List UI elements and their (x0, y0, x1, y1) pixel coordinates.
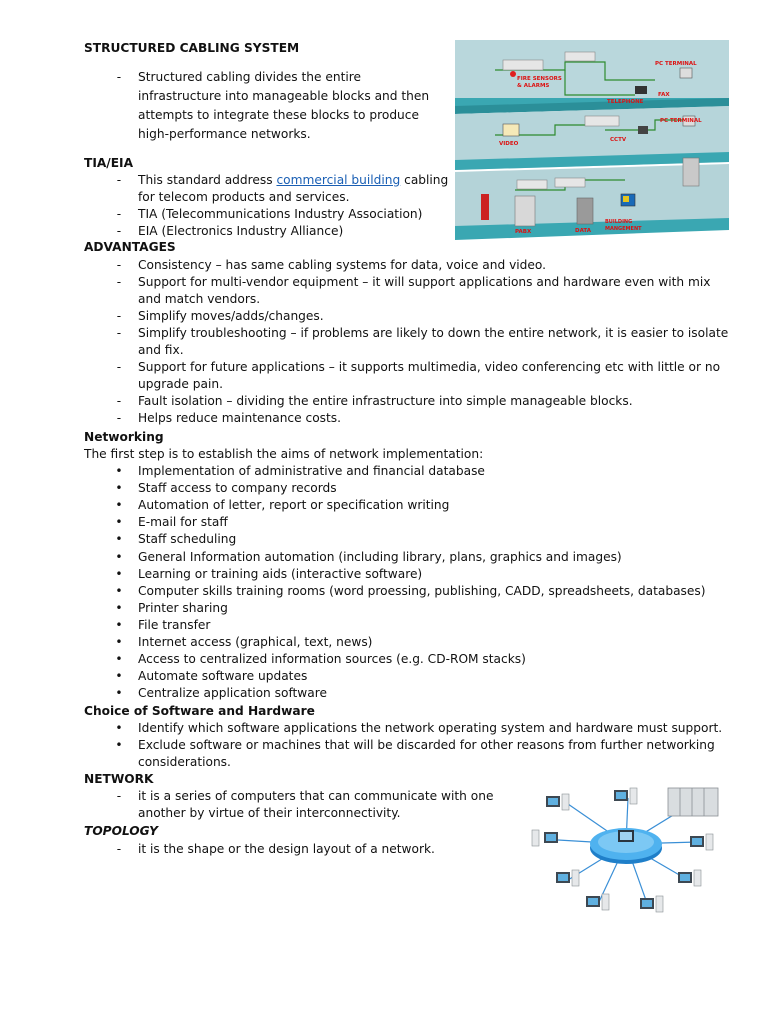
paragraph-line: Structured cabling divides the entire (138, 70, 361, 84)
paragraph-line: another by virtue of their interconnectivity. (138, 806, 401, 820)
dash-marker: - (116, 224, 122, 238)
bullet-marker: • (115, 617, 123, 632)
dash-marker: - (116, 70, 122, 84)
label-building: BUILDING (605, 219, 633, 225)
list-item-text: and match vendors. (138, 292, 261, 306)
bullet-marker: • (115, 686, 123, 701)
dash-marker: - (116, 326, 122, 340)
list-item-text: considerations. (138, 755, 231, 769)
paragraph-line: it is the shape or the design layout of a network. (138, 842, 435, 856)
section-title-topology: TOPOLOGY (84, 824, 158, 838)
dash-marker: - (116, 207, 122, 221)
paragraph-line: it is a series of computers that can communicate with one (138, 789, 494, 803)
section-title-network: NETWORK (84, 772, 154, 786)
label-data: DATA (575, 228, 591, 234)
structured-cabling-building-figure (455, 40, 729, 240)
list-item-text: Staff access to company records (138, 481, 337, 496)
bullet-marker: • (115, 566, 123, 581)
label-pc-terminal-mid: PC TERMINAL (660, 118, 702, 124)
list-item-text: File transfer (138, 617, 211, 632)
paragraph-line: high-performance networks. (138, 127, 311, 141)
bullet-marker: • (115, 464, 123, 478)
list-item-text: Centralize application software (138, 686, 327, 701)
dash-marker: - (116, 309, 122, 323)
list-item-text: Exclude software or machines that will be discarded for other reasons from further networking (138, 738, 715, 752)
list-item-text: Access to centralized information sources (e.g. CD-ROM stacks) (138, 652, 526, 667)
list-item-text: Simplify troubleshooting – if problems are likely to down the entire network, it is easier to isolate (138, 326, 729, 340)
list-item-text: Support for multi-vendor equipment – it will support applications and hardware even with mix (138, 275, 711, 289)
list-item-text: Fault isolation – dividing the entire infrastructure into simple manageable blocks. (138, 394, 633, 408)
text-run: cabling (400, 173, 449, 187)
bullet-marker: • (115, 549, 123, 564)
dash-marker: - (116, 394, 122, 408)
section-title-choice: Choice of Software and Hardware (84, 704, 315, 718)
list-item-text: Automation of letter, report or specification writing (138, 498, 450, 513)
dash-marker: - (116, 173, 122, 187)
paragraph-line: attempts to integrate these blocks to produce (138, 108, 419, 122)
paragraph-line: infrastructure into manageable blocks and then (138, 89, 430, 103)
list-item-text: Printer sharing (138, 600, 228, 615)
section-title-tia-eia: TIA/EIA (84, 156, 134, 170)
bullet-marker: • (115, 481, 123, 496)
list-item-text: upgrade pain. (138, 377, 223, 391)
dash-marker: - (116, 275, 122, 289)
dash-marker: - (116, 842, 122, 856)
bullet-marker: • (115, 515, 123, 530)
bullet-marker: • (115, 600, 123, 615)
paragraph-line (138, 172, 448, 189)
paragraph-line: for telecom products and services. (138, 190, 350, 204)
commercial-building-link[interactable]: commercial building (276, 173, 401, 187)
label-cctv: CCTV (610, 137, 627, 143)
bullet-marker: • (115, 532, 123, 547)
label-management: MANGEMENT (605, 226, 642, 232)
list-item-text: General Information automation (including library, plans, graphics and images) (138, 549, 622, 564)
label-video: VIDEO (499, 141, 519, 147)
list-item-text: Implementation of administrative and financial database (138, 464, 485, 478)
networking-intro: The first step is to establish the aims of network implementation: (84, 447, 484, 461)
bullet-marker: • (115, 498, 123, 513)
list-item-text: Internet access (graphical, text, news) (138, 635, 373, 649)
list-item-text: Simplify moves/adds/changes. (138, 309, 324, 323)
label-pc-terminal-top: PC TERMINAL (655, 61, 697, 67)
label-fire-sensors: FIRE SENSORS (517, 76, 562, 82)
list-item-text: Support for future applications – it supports multimedia, video conferencing etc with little or no (138, 360, 721, 374)
text-run: This standard address (138, 173, 277, 187)
bullet-marker: • (115, 583, 123, 598)
list-item-text: Identify which software applications the network operating system and hardware must support. (138, 721, 723, 735)
network-hub-figure (528, 780, 728, 920)
list-item-text: Computer skills training rooms (word proessing, publishing, CADD, spreadsheets, databases) (138, 583, 706, 598)
label-telephone: TELEPHONE (607, 99, 644, 105)
label-pabx: PABX (515, 229, 532, 235)
paragraph-line: EIA (Electronics Industry Alliance) (138, 224, 344, 238)
list-item-text: Consistency – has same cabling systems for data, voice and video. (138, 258, 547, 272)
list-item-text: Staff scheduling (138, 532, 237, 547)
label-alarms: & ALARMS (517, 83, 550, 89)
list-item-text: E-mail for staff (138, 515, 228, 530)
dash-marker: - (116, 360, 122, 374)
paragraph-line: TIA (Telecommunications Industry Association) (138, 207, 423, 221)
label-fax: FAX (658, 92, 670, 98)
dash-marker: - (116, 789, 122, 803)
list-item-text: Learning or training aids (interactive software) (138, 566, 423, 581)
list-item-text: Helps reduce maintenance costs. (138, 411, 342, 425)
list-item-text: Automate software updates (138, 669, 308, 684)
bullet-marker: • (115, 635, 123, 649)
section-title-networking: Networking (84, 430, 164, 444)
bullet-marker: • (115, 721, 123, 735)
bullet-marker: • (115, 652, 123, 667)
bullet-marker: • (115, 669, 123, 684)
dash-marker: - (116, 411, 122, 425)
bullet-marker: • (115, 738, 123, 752)
dash-marker: - (116, 258, 122, 272)
list-item-text: and fix. (138, 343, 184, 357)
section-title-advantages: ADVANTAGES (84, 240, 176, 254)
section-title-structured-cabling: STRUCTURED CABLING SYSTEM (84, 41, 300, 55)
